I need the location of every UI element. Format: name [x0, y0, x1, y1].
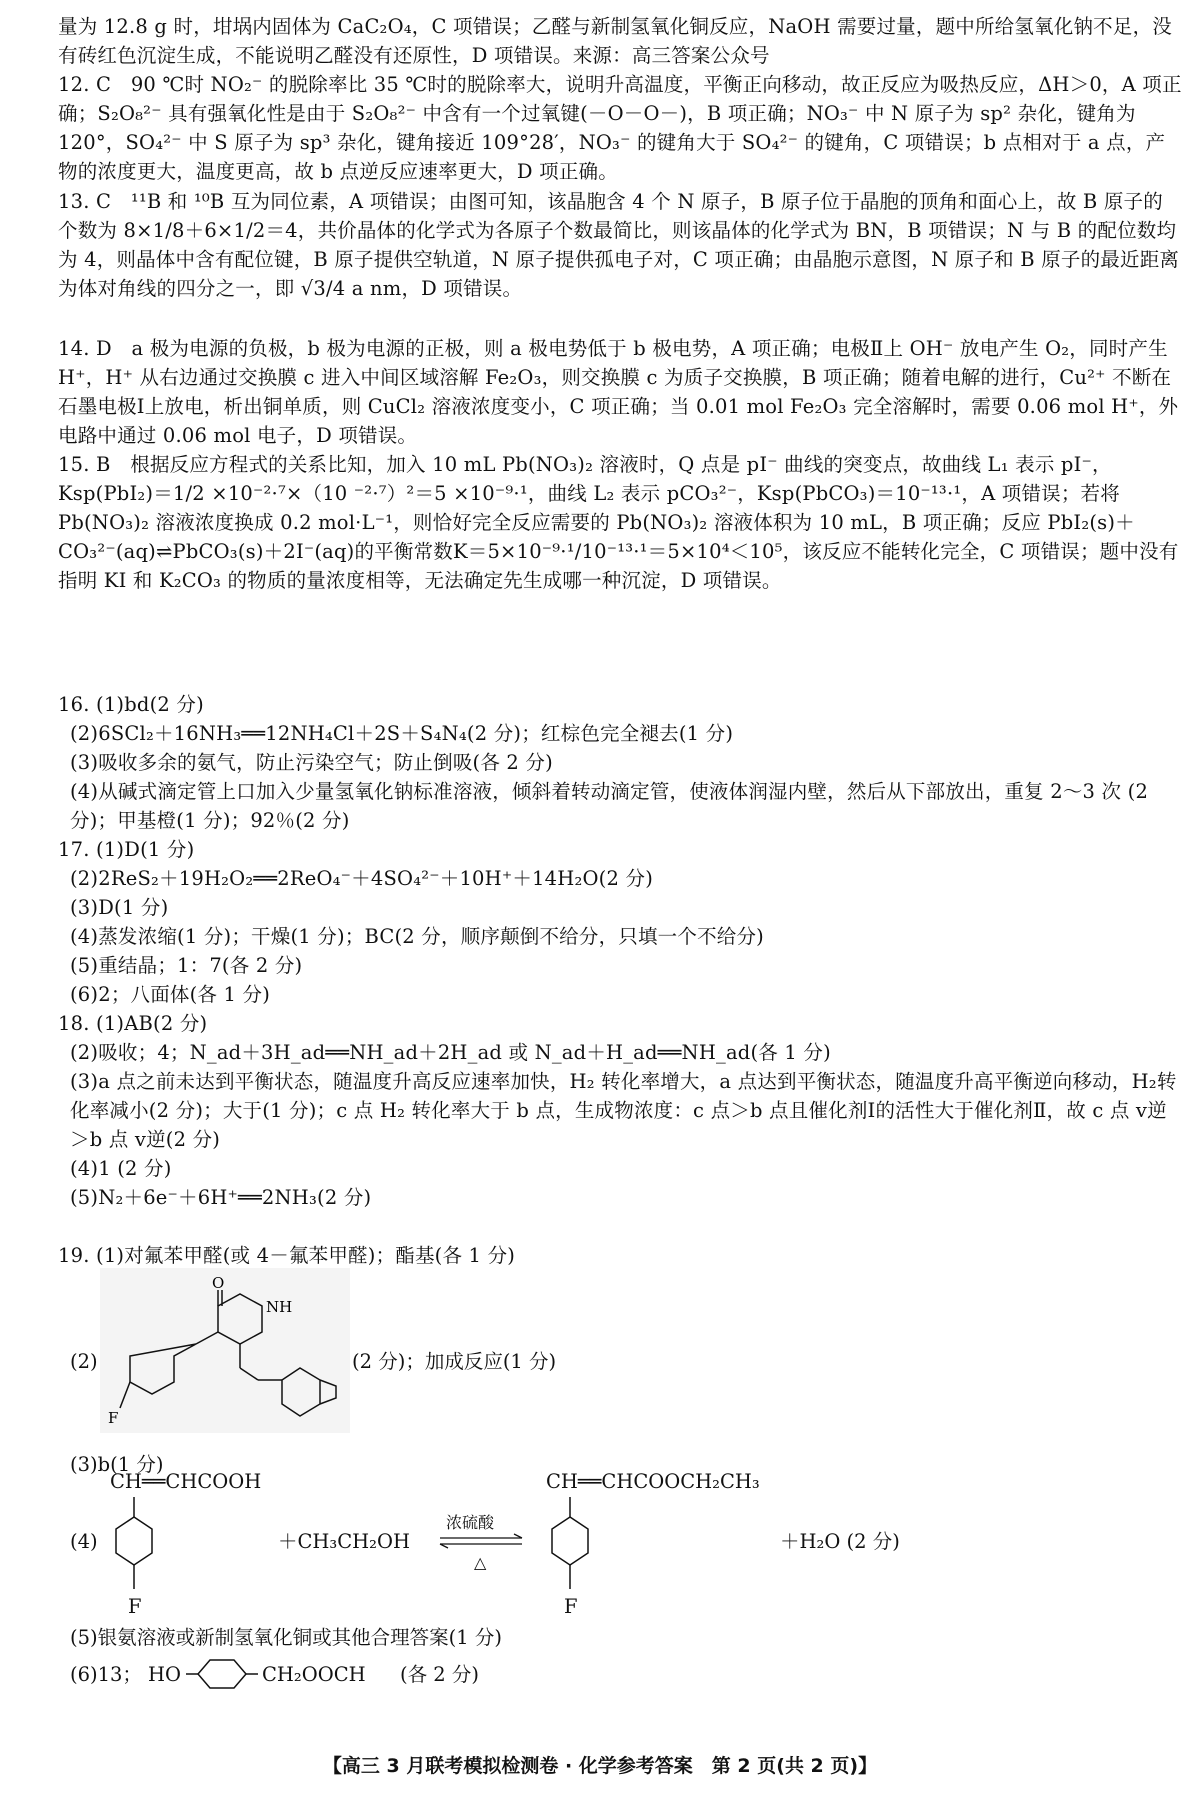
- q19-water: ＋H₂O (2 分): [780, 1530, 900, 1553]
- q18-part3: (3)a 点之前未达到平衡状态，随温度升高反应速率加快，H₂ 转化率增大，a 点达到平衡状态，随温度升高平衡逆向移动，H₂转化率减小(2 分)；大于(1 分)；c 点 H₂ 转化率大于 b 点，生成物浓度：c 点＞b 点且催化剂Ⅰ的活性大于催化剂Ⅱ，故 c 点 v逆＞b 点 v逆(2 分): [70, 1070, 1177, 1151]
- q19-part3: (3)b(1 分): [70, 1453, 164, 1476]
- q19-part6-score: (各 2 分): [400, 1663, 480, 1686]
- q17-part4: (4)蒸发浓缩(1 分)；干燥(1 分)；BC(2 分，顺序颠倒不给分，只填一个不给分): [70, 925, 764, 948]
- question-14: [58, 334, 1182, 450]
- question-18: [58, 1009, 1182, 1212]
- carbonyl-o-label: O: [212, 1274, 225, 1292]
- q19-part2-structure: [100, 1268, 350, 1433]
- q19-catalyst: 浓硫酸: [446, 1513, 495, 1532]
- q16-part2: (2)6SCl₂＋16NH₃══12NH₄Cl＋2S＋S₄N₄(2 分)；红棕色完全褪去(1 分): [70, 722, 734, 745]
- q19-ho: HO: [148, 1663, 181, 1686]
- question-15-text: 15. B 根据反应方程式的关系比知，加入 10 mL Pb(NO₃)₂ 溶液时，Q 点是 pI⁻ 曲线的突变点，故曲线 L₁ 表示 pI⁻，Ksp(PbI₂)＝1/2 ×10⁻²·⁷×（10 ⁻²·⁷）²＝5 ×10⁻⁹·¹，曲线 L₂ 表示 pCO₃²⁻，Ksp(PbCO₃)＝10⁻¹³·¹，A 项错误；若将 Pb(NO₃)₂ 溶液浓度换成 0.2 mol·L⁻¹，则恰好完全反应需要的 Pb(NO₃)₂ 溶液体积为 10 mL，B 项正确；反应 PbI₂(s)＋CO₃²⁻(aq)⇌PbCO₃(s)＋2I⁻(aq)的平衡常数K＝5×10⁻⁹·¹/10⁻¹³·¹＝5×10⁴＜10⁵，该反应不能转化完全，C 项错误；题中没有指明 KI 和 K₂CO₃ 的物质的量浓度相等，无法确定先生成哪一种沉淀，D 项错误。: [58, 453, 1179, 592]
- q17-part2: (2)2ReS₂＋19H₂O₂══2ReO₄⁻＋4SO₄²⁻＋10H⁺＋14H₂O(2 分): [70, 867, 654, 890]
- q19-part2-score: (2 分)；加成反应(1 分): [352, 1350, 557, 1373]
- q19-reactant-f: F: [128, 1595, 142, 1618]
- question-13-text: 13. C ¹¹B 和 ¹⁰B 互为同位素，A 项错误；由图可知，该晶胞含 4 个 N 原子，B 原子位于晶胞的顶角和面心上，故 B 原子的个数为 8×1/8＋6×1/2＝4，共价晶体的化学式为各原子个数最简比，则该晶体的化学式为 BN，B 项错误；N 与 B 的配位数均为 4，则晶体中含有配位键，B 原子提供空轨道，N 原子提供孤电子对，C 项正确；由晶胞示意图，N 原子和 B 原子的最近距离为体对角线的四分之一，即 √3/4 a nm，D 项错误。: [58, 190, 1180, 300]
- q19-part1: 19. (1)对氟苯甲醛(或 4－氟苯甲醛)；酯基(各 1 分): [58, 1244, 516, 1267]
- q18-part5: (5)N₂＋6e⁻＋6H⁺══2NH₃(2 分): [70, 1186, 372, 1209]
- nh-label: NH: [266, 1298, 293, 1316]
- q19-part6-ring: [186, 1656, 258, 1692]
- q19-part2-label: (2): [70, 1350, 98, 1373]
- question-16: [58, 690, 1182, 835]
- fluorine-label: F: [108, 1409, 119, 1427]
- q18-part1: 18. (1)AB(2 分): [58, 1012, 208, 1035]
- q19-reactant-top: CH══CHCOOH: [110, 1470, 262, 1493]
- question-12: [58, 70, 1182, 186]
- q19-product-f: F: [564, 1595, 578, 1618]
- q18-part4: (4)1 (2 分): [70, 1157, 172, 1180]
- q19-ester-group: CH₂OOCH: [262, 1663, 366, 1686]
- q19-part4-label: (4): [70, 1530, 98, 1553]
- question-15: [58, 450, 1182, 595]
- q19-ethanol: ＋CH₃CH₂OH: [278, 1530, 410, 1553]
- page-footer: 【高三 3 月联考模拟检测卷 · 化学参考答案 第 2 页(共 2 页)】: [322, 1755, 878, 1777]
- q17-part3: (3)D(1 分): [70, 896, 169, 919]
- question-14-text: 14. D a 极为电源的负极，b 极为电源的正极，则 a 极电势低于 b 极电势，A 项正确；电极Ⅱ上 OH⁻ 放电产生 O₂，同时产生 H⁺，H⁺ 从右边通过交换膜 c 进入中间区域溶解 Fe₂O₃，则交换膜 c 为质子交换膜，B 项正确；随着电解的进行，Cu²⁺ 不断在石墨电极Ⅰ上放电，析出铜单质，则 CuCl₂ 溶液浓度变小，C 项正确；当 0.01 mol Fe₂O₃ 完全溶解时，需要 0.06 mol H⁺，外电路中通过 0.06 mol 电子，D 项错误。: [58, 337, 1179, 447]
- q19-part5: (5)银氨溶液或新制氢氧化铜或其他合理答案(1 分): [70, 1626, 502, 1649]
- question-13: [58, 187, 1182, 303]
- q19-heat: △: [474, 1553, 487, 1572]
- q17-part5: (5)重结晶；1：7(各 2 分): [70, 954, 303, 977]
- q19-part6-label: (6)13；: [70, 1663, 142, 1686]
- q16-part1: 16. (1)bd(2 分): [58, 693, 204, 716]
- question-19: [58, 1241, 1182, 1270]
- question-12-text: 12. C 90 ℃时 NO₂⁻ 的脱除率比 35 ℃时的脱除率大，说明升高温度，平衡正向移动，故正反应为吸热反应，ΔH＞0，A 项正确；S₂O₈²⁻ 具有强氧化性是由于 S₂O₈²⁻ 中含有一个过氧键(－O－O－)，B 项正确；NO₃⁻ 中 N 原子为 sp² 杂化，键角为 120°，SO₄²⁻ 中 S 原子为 sp³ 杂化，键角接近 109°28′，NO₃⁻ 的键角大于 SO₄²⁻ 的键角，C 项错误；b 点相对于 a 点，产物的浓度更大，温度更高，故 b 点逆反应速率更大，D 项正确。: [58, 73, 1182, 183]
- question-17: [58, 835, 1182, 1009]
- q16-part3: (3)吸收多余的氨气，防止污染空气；防止倒吸(各 2 分): [70, 751, 553, 774]
- q17-part1: 17. (1)D(1 分): [58, 838, 195, 861]
- top-paragraph-text: 量为 12.8 g 时，坩埚内固体为 CaC₂O₄，C 项错误；乙醛与新制氢氧化铜反应，NaOH 需要过量，题中所给氢氧化钠不足，没有砖红色沉淀生成，不能说明乙醛没有还原性，D 项错误。来源：高三答案公众号: [58, 15, 1172, 67]
- top-paragraph: [58, 12, 1182, 70]
- q17-part6: (6)2；八面体(各 1 分): [70, 983, 271, 1006]
- q16-part4: (4)从碱式滴定管上口加入少量氢氧化钠标准溶液，倾斜着转动滴定管，使液体润湿内壁，然后从下部放出，重复 2～3 次 (2 分)；甲基橙(1 分)；92％(2 分): [70, 780, 1149, 832]
- q18-part2: (2)吸收；4；N_ad＋3H_ad══NH_ad＋2H_ad 或 N_ad＋H_ad══NH_ad(各 1 分): [70, 1041, 831, 1064]
- q19-product-top: CH══CHCOOCH₂CH₃: [546, 1470, 760, 1493]
- q19-equilibrium-arrow: [438, 1533, 524, 1549]
